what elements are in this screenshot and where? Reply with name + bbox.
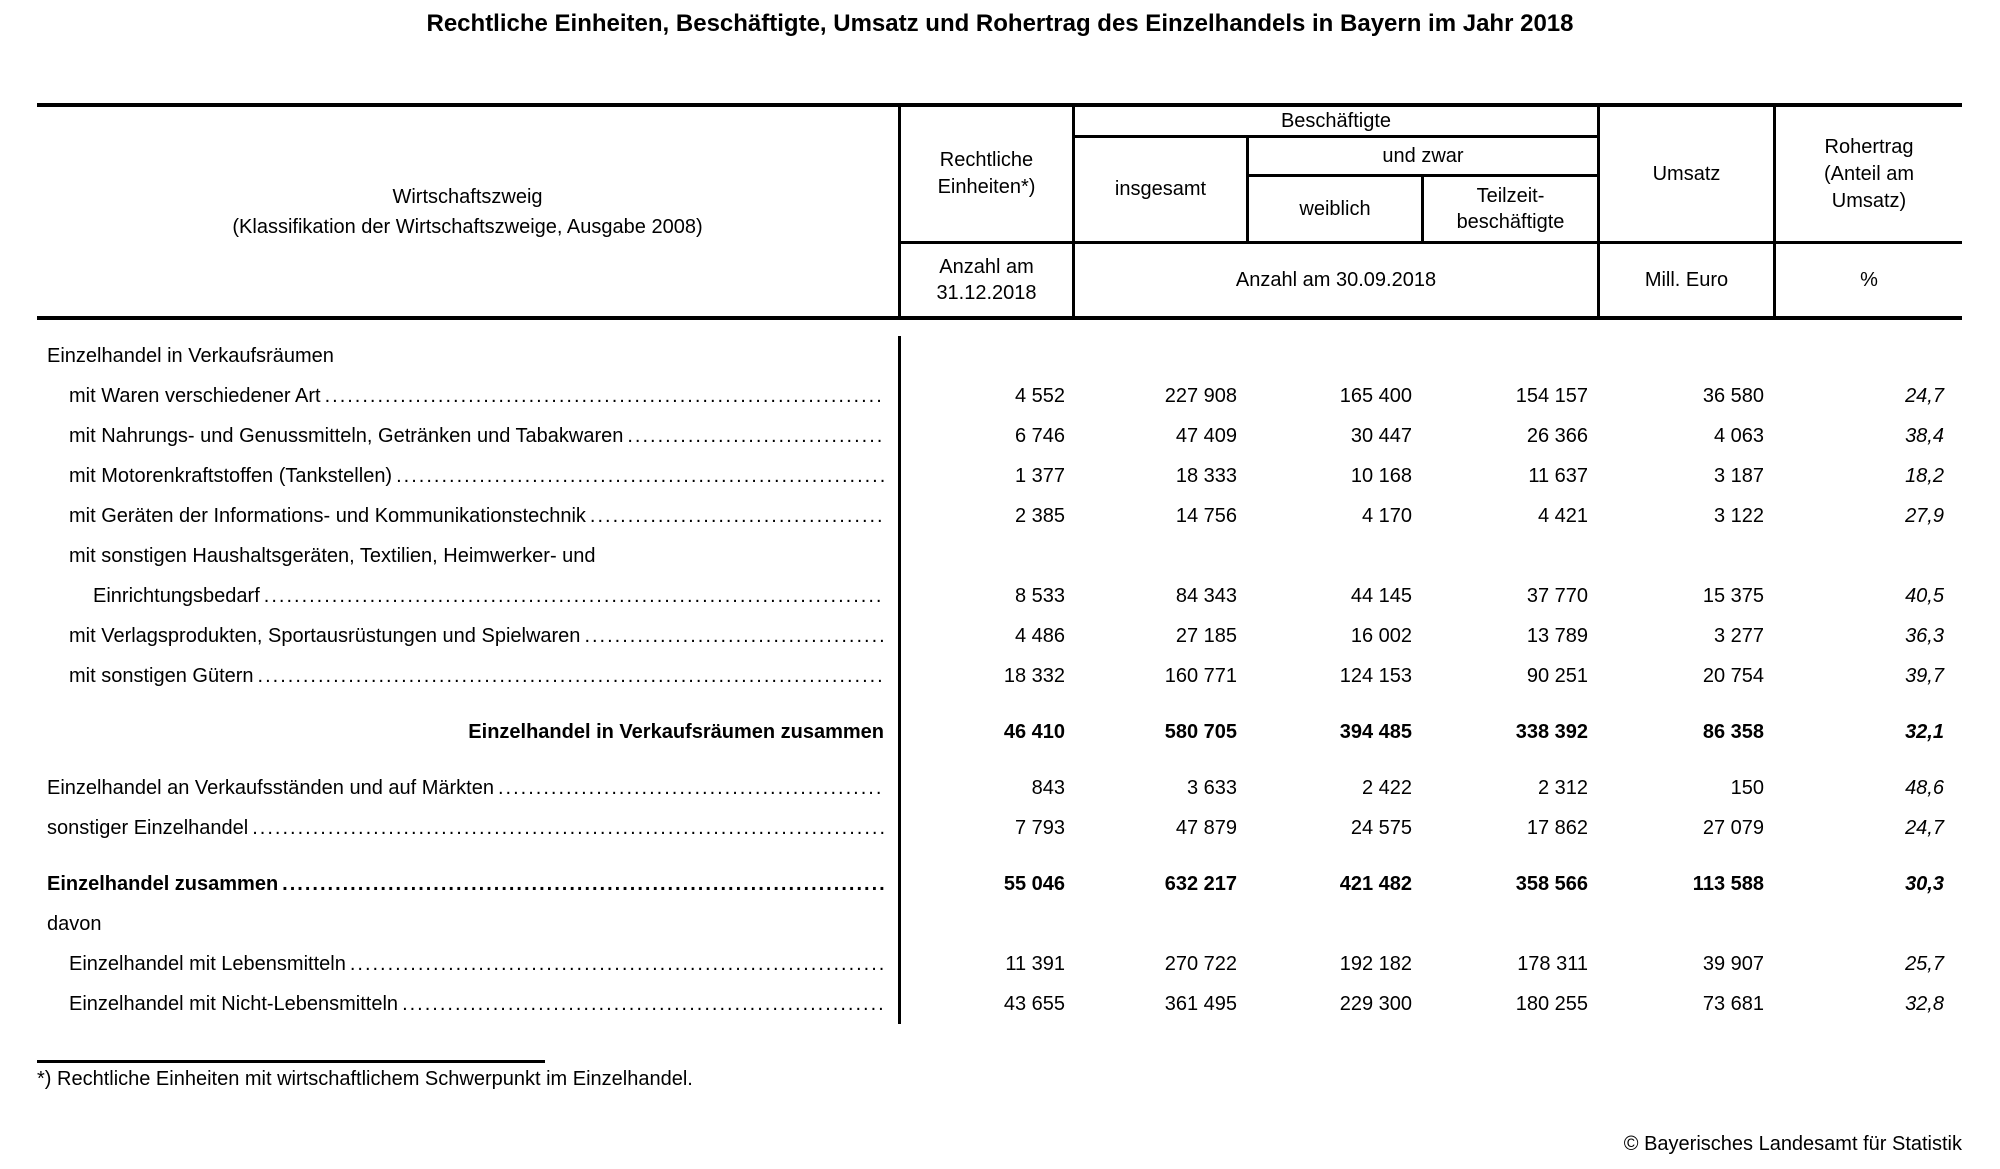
cell-weiblich: 24 575 xyxy=(1350,816,1412,839)
statistics-table xyxy=(37,103,1962,1024)
header-teilzeit: Teilzeit- beschäftigte xyxy=(1456,185,1565,233)
table-row xyxy=(37,944,1962,984)
dot-leader xyxy=(325,385,884,408)
cell-teilzeit: 4 421 xyxy=(1537,504,1588,527)
row-label: mit Motorenkraftstoffen (Tankstellen) xyxy=(69,464,393,487)
cell-teilzeit: 37 770 xyxy=(1526,584,1588,607)
header-wirtschaftszweig-line2: (Klassifikation der Wirtschaftszweige, Ausgabe 2008) xyxy=(232,215,703,238)
header-unit-umsatz: Mill. Euro xyxy=(1644,269,1729,291)
cell-insgesamt: 227 908 xyxy=(1164,384,1237,407)
cell-weiblich: 16 002 xyxy=(1350,624,1412,647)
cell-rohertrag: 25,7 xyxy=(1905,952,1944,975)
row-label-cell xyxy=(37,864,901,904)
cell-weiblich: 30 447 xyxy=(1350,424,1412,447)
cell-rohertrag: 48,6 xyxy=(1905,776,1944,799)
cell-rechtliche-einheiten: 4 486 xyxy=(1014,624,1065,647)
table-row xyxy=(37,904,1962,944)
cell-rohertrag: 32,1 xyxy=(1905,720,1944,743)
row-label-cell xyxy=(37,768,901,808)
cell-insgesamt: 27 185 xyxy=(1175,624,1237,647)
header-unit-rechtliche: Anzahl am 31.12.2018 xyxy=(936,256,1037,304)
row-label-cell xyxy=(37,712,901,752)
row-label: davon xyxy=(47,912,102,935)
cell-umsatz: 73 681 xyxy=(1702,992,1764,1015)
cell-teilzeit: 338 392 xyxy=(1515,720,1588,743)
cell-rechtliche-einheiten: 18 332 xyxy=(1003,664,1065,687)
header-rechtliche-label: Rechtliche Einheiten*) xyxy=(901,107,1072,244)
cell-weiblich: 4 170 xyxy=(1361,504,1412,527)
cell-rechtliche-einheiten: 6 746 xyxy=(1014,424,1065,447)
cell-teilzeit: 26 366 xyxy=(1526,424,1588,447)
header-wirtschaftszweig xyxy=(37,107,901,316)
row-label-cell xyxy=(37,536,901,576)
cell-insgesamt: 160 771 xyxy=(1164,664,1237,687)
cell-rechtliche-einheiten: 843 xyxy=(1031,776,1065,799)
cell-insgesamt: 47 409 xyxy=(1175,424,1237,447)
cell-teilzeit: 13 789 xyxy=(1526,624,1588,647)
cell-rohertrag: 24,7 xyxy=(1905,816,1944,839)
cell-rohertrag: 38,4 xyxy=(1905,424,1944,447)
row-spacer xyxy=(37,752,1962,768)
dot-leader xyxy=(498,777,884,800)
row-label-cell xyxy=(37,576,901,616)
cell-rohertrag: 24,7 xyxy=(1905,384,1944,407)
cell-teilzeit: 2 312 xyxy=(1537,776,1588,799)
row-label: mit Verlagsprodukten, Sportausrüstungen und Spielwaren xyxy=(69,624,581,647)
cell-umsatz: 3 122 xyxy=(1713,504,1764,527)
cell-rohertrag: 39,7 xyxy=(1905,664,1944,687)
cell-weiblich: 165 400 xyxy=(1339,384,1412,407)
cell-rohertrag: 36,3 xyxy=(1905,624,1944,647)
header-insgesamt: insgesamt xyxy=(1075,138,1249,241)
table-row xyxy=(37,376,1962,416)
cell-insgesamt: 84 343 xyxy=(1175,584,1237,607)
cell-umsatz: 27 079 xyxy=(1702,816,1764,839)
header-wirtschaftszweig-line1: Wirtschaftszweig xyxy=(392,185,543,208)
cell-umsatz: 15 375 xyxy=(1702,584,1764,607)
row-spacer xyxy=(37,848,1962,864)
dot-leader xyxy=(282,873,884,896)
cell-rechtliche-einheiten: 55 046 xyxy=(1003,872,1065,895)
header-unit-rohertrag: % xyxy=(1860,269,1878,291)
page-title: Rechtliche Einheiten, Beschäftigte, Umsatz und Rohertrag des Einzelhandels in Bayern im Jahr 2018 xyxy=(426,10,1574,37)
row-label: mit sonstigen Gütern xyxy=(69,664,254,687)
cell-rohertrag: 30,3 xyxy=(1905,872,1944,895)
row-label: sonstiger Einzelhandel xyxy=(47,816,249,839)
row-label-cell xyxy=(37,496,901,536)
header-rohertrag xyxy=(1776,107,1962,316)
header-beschaeftigte: Beschäftigte xyxy=(1075,107,1597,138)
row-label-cell xyxy=(37,944,901,984)
row-label: Einzelhandel an Verkaufsständen und auf Märkten xyxy=(47,776,494,799)
row-label: Einzelhandel in Verkaufsräumen xyxy=(47,344,334,367)
cell-rechtliche-einheiten: 11 391 xyxy=(1005,952,1065,975)
cell-teilzeit: 178 311 xyxy=(1517,952,1588,975)
table-row xyxy=(37,864,1962,904)
row-label-cell xyxy=(37,376,901,416)
cell-umsatz: 3 187 xyxy=(1713,464,1764,487)
table-header xyxy=(37,103,1962,320)
header-rechtliche-einheiten xyxy=(901,107,1075,316)
cell-rohertrag: 27,9 xyxy=(1905,504,1944,527)
cell-weiblich: 2 422 xyxy=(1361,776,1412,799)
row-label-cell xyxy=(37,456,901,496)
table-row xyxy=(37,656,1962,696)
cell-teilzeit: 17 862 xyxy=(1526,816,1588,839)
dot-leader xyxy=(627,425,884,448)
row-spacer xyxy=(37,696,1962,712)
cell-weiblich: 394 485 xyxy=(1339,720,1412,743)
dot-leader xyxy=(264,585,884,608)
row-label-cell xyxy=(37,416,901,456)
row-label: Einzelhandel mit Lebensmitteln xyxy=(69,952,346,975)
cell-umsatz: 86 358 xyxy=(1702,720,1764,743)
cell-umsatz: 20 754 xyxy=(1702,664,1764,687)
cell-weiblich: 192 182 xyxy=(1339,952,1412,975)
cell-teilzeit: 180 255 xyxy=(1515,992,1588,1015)
cell-rechtliche-einheiten: 46 410 xyxy=(1003,720,1065,743)
header-weiblich: weiblich xyxy=(1249,177,1424,241)
footnote-rule xyxy=(37,1060,545,1063)
header-beschaeftigte-group xyxy=(1075,107,1600,316)
cell-rohertrag: 32,8 xyxy=(1905,992,1944,1015)
dot-leader xyxy=(396,465,884,488)
header-umsatz-label: Umsatz xyxy=(1600,107,1773,244)
cell-insgesamt: 361 495 xyxy=(1164,992,1237,1015)
cell-rechtliche-einheiten: 43 655 xyxy=(1003,992,1065,1015)
cell-weiblich: 44 145 xyxy=(1350,584,1412,607)
row-label-cell xyxy=(37,656,901,696)
row-label-cell xyxy=(37,336,901,376)
row-label-cell xyxy=(37,904,901,944)
row-label: Einzelhandel in Verkaufsräumen zusammen xyxy=(468,720,884,743)
header-umsatz xyxy=(1600,107,1776,316)
cell-teilzeit: 11 637 xyxy=(1528,464,1588,487)
table-row xyxy=(37,808,1962,848)
cell-teilzeit: 154 157 xyxy=(1515,384,1588,407)
cell-rechtliche-einheiten: 1 377 xyxy=(1014,464,1065,487)
row-label: Einzelhandel mit Nicht-Lebensmitteln xyxy=(69,992,399,1015)
cell-insgesamt: 18 333 xyxy=(1175,464,1237,487)
cell-rechtliche-einheiten: 7 793 xyxy=(1014,816,1065,839)
cell-umsatz: 39 907 xyxy=(1702,952,1764,975)
cell-umsatz: 4 063 xyxy=(1713,424,1764,447)
header-unit-beschaeftigte: Anzahl am 30.09.2018 xyxy=(1235,269,1437,291)
dot-leader xyxy=(402,993,884,1016)
row-label: mit Geräten der Informations- und Kommunikationstechnik xyxy=(69,504,586,527)
cell-umsatz: 36 580 xyxy=(1702,384,1764,407)
cell-umsatz: 150 xyxy=(1730,776,1764,799)
cell-insgesamt: 632 217 xyxy=(1164,872,1237,895)
cell-rohertrag: 40,5 xyxy=(1905,584,1944,607)
cell-insgesamt: 14 756 xyxy=(1175,504,1237,527)
row-label-cell xyxy=(37,616,901,656)
table-row xyxy=(37,616,1962,656)
table-row xyxy=(37,416,1962,456)
cell-insgesamt: 270 722 xyxy=(1164,952,1237,975)
cell-rechtliche-einheiten: 8 533 xyxy=(1014,584,1065,607)
cell-insgesamt: 580 705 xyxy=(1164,720,1237,743)
row-label: Einrichtungsbedarf xyxy=(93,584,260,607)
table-row xyxy=(37,456,1962,496)
copyright: © Bayerisches Landesamt für Statistik xyxy=(1623,1133,1962,1155)
table-row xyxy=(37,984,1962,1024)
dot-leader xyxy=(252,817,884,840)
cell-insgesamt: 47 879 xyxy=(1175,816,1237,839)
cell-teilzeit: 358 566 xyxy=(1515,872,1588,895)
row-label: mit sonstigen Haushaltsgeräten, Textilien, Heimwerker- und xyxy=(69,544,596,567)
row-label-cell xyxy=(37,984,901,1024)
cell-weiblich: 10 168 xyxy=(1350,464,1412,487)
table-row xyxy=(37,496,1962,536)
cell-umsatz: 113 588 xyxy=(1692,872,1764,895)
table-row xyxy=(37,336,1962,376)
row-label-cell xyxy=(37,808,901,848)
cell-weiblich: 124 153 xyxy=(1339,664,1412,687)
dot-leader xyxy=(350,953,884,976)
cell-weiblich: 421 482 xyxy=(1339,872,1412,895)
header-rohertrag-label: Rohertrag (Anteil am Umsatz) xyxy=(1776,107,1962,244)
row-label: mit Waren verschiedener Art xyxy=(69,384,321,407)
cell-teilzeit: 90 251 xyxy=(1526,664,1588,687)
table-row xyxy=(37,576,1962,616)
row-label: Einzelhandel zusammen xyxy=(47,872,279,895)
row-label: mit Nahrungs- und Genussmitteln, Getränken und Tabakwaren xyxy=(69,424,624,447)
cell-rohertrag: 18,2 xyxy=(1905,464,1944,487)
dot-leader xyxy=(590,505,884,528)
cell-insgesamt: 3 633 xyxy=(1186,776,1237,799)
cell-weiblich: 229 300 xyxy=(1339,992,1412,1015)
table-row xyxy=(37,712,1962,752)
footnote: *) Rechtliche Einheiten mit wirtschaftlichem Schwerpunkt im Einzelhandel. xyxy=(37,1068,693,1090)
table-row xyxy=(37,536,1962,576)
dot-leader xyxy=(258,665,884,688)
table-body xyxy=(37,320,1962,1024)
header-und-zwar: und zwar xyxy=(1249,138,1597,177)
table-row xyxy=(37,768,1962,808)
dot-leader xyxy=(584,625,884,648)
cell-umsatz: 3 277 xyxy=(1713,624,1764,647)
cell-rechtliche-einheiten: 4 552 xyxy=(1014,384,1065,407)
cell-rechtliche-einheiten: 2 385 xyxy=(1014,504,1065,527)
